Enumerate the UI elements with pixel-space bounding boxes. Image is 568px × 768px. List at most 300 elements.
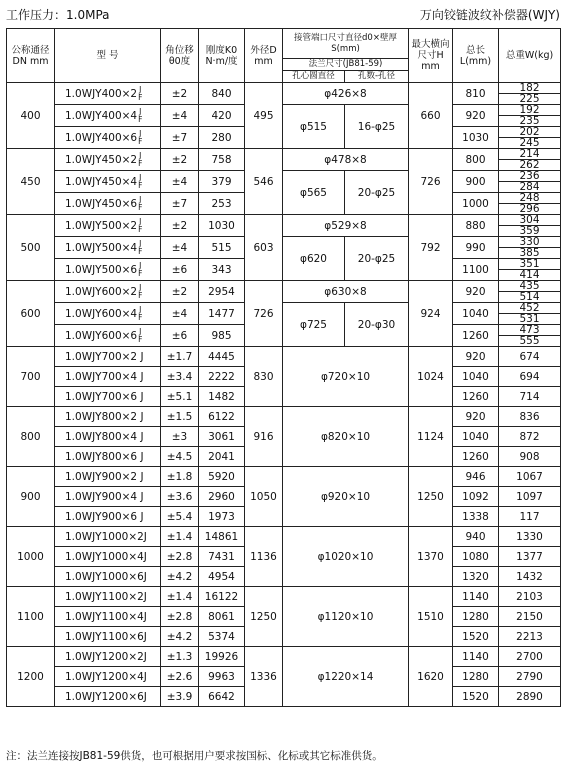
angle-cell: ±2.6 [161, 667, 199, 687]
length-cell: 1000 [453, 193, 499, 215]
pipe-size-cell: φ426×8 [283, 83, 409, 105]
weight-value-alt: 296 [519, 203, 540, 215]
dn-cell: 700 [7, 347, 55, 407]
model-cell [55, 387, 161, 407]
length-cell: 1260 [453, 447, 499, 467]
table-row [7, 171, 561, 193]
weight-cell [499, 687, 561, 707]
stiffness-cell: 985 [199, 325, 245, 347]
angle-cell: ±2.8 [161, 547, 199, 567]
model-cell [55, 647, 161, 667]
outer-diameter-cell: 1250 [245, 587, 283, 647]
stiffness-cell: 343 [199, 259, 245, 281]
weight-cell [499, 467, 561, 487]
col-hole-circle: 孔心圆直径 [283, 71, 345, 83]
angle-cell: ±6 [161, 325, 199, 347]
model-cell [55, 667, 161, 687]
col-max-lateral: 最大横向尺寸H mm [409, 29, 453, 83]
joint-type-fraction: J F [138, 128, 143, 146]
max-lateral-cell: 660 [409, 83, 453, 149]
outer-diameter-cell: 1336 [245, 647, 283, 707]
weight-cell [499, 171, 561, 193]
model-text: 1.0WJY400×6 [65, 131, 138, 144]
flange-hole-cell: φ515 [283, 105, 345, 149]
angle-cell: ±7 [161, 193, 199, 215]
joint-type-fraction: J F [138, 216, 143, 234]
angle-cell: ±1.4 [161, 527, 199, 547]
weight-value: 1330 [516, 530, 543, 543]
length-cell: 1092 [453, 487, 499, 507]
model-cell [55, 171, 161, 193]
weight-value: 2150 [516, 610, 543, 623]
weight-cell [499, 193, 561, 215]
pipe-size-cell: φ1220×14 [283, 647, 409, 707]
max-lateral-cell: 1620 [409, 647, 453, 707]
max-lateral-cell: 1370 [409, 527, 453, 587]
col-outer-diameter: 外径D mm [245, 29, 283, 83]
angle-cell: ±4 [161, 303, 199, 325]
pipe-size-cell: φ1020×10 [283, 527, 409, 587]
weight-value: 694 [519, 370, 540, 383]
table-row [7, 83, 561, 105]
spec-table [6, 28, 561, 707]
weight-value: 452 [499, 303, 560, 314]
col-model: 型 号 [55, 29, 161, 83]
model-cell [55, 347, 161, 367]
weight-value: 2700 [516, 650, 543, 663]
max-lateral-cell: 726 [409, 149, 453, 215]
length-cell: 1140 [453, 647, 499, 667]
weight-cell [499, 447, 561, 467]
flange-hole-cell: φ725 [283, 303, 345, 347]
table-row [7, 215, 561, 237]
outer-diameter-cell: 603 [245, 215, 283, 281]
weight-value: 182 [499, 83, 560, 94]
joint-type-fraction: J F [138, 194, 143, 212]
weight-value: 236 [499, 171, 560, 182]
model-cell [55, 507, 161, 527]
stiffness-cell: 16122 [199, 587, 245, 607]
length-cell: 1260 [453, 387, 499, 407]
pipe-size-cell: φ820×10 [283, 407, 409, 467]
length-cell: 1030 [453, 127, 499, 149]
max-lateral-cell: 1510 [409, 587, 453, 647]
pressure-label: 工作压力：1.0MPa [6, 8, 110, 22]
weight-value: 2103 [516, 590, 543, 603]
weight-value: 2213 [516, 630, 543, 643]
weight-cell [499, 259, 561, 281]
angle-cell: ±4.2 [161, 567, 199, 587]
stiffness-cell: 2041 [199, 447, 245, 467]
length-cell: 1280 [453, 607, 499, 627]
angle-cell: ±4 [161, 237, 199, 259]
outer-diameter-cell: 830 [245, 347, 283, 407]
table-row [7, 281, 561, 303]
dn-cell: 1100 [7, 587, 55, 647]
flange-hole-cell: φ620 [283, 237, 345, 281]
model-text: 1.0WJY1100×2J [65, 590, 147, 603]
length-cell: 1320 [453, 567, 499, 587]
model-text: 1.0WJY800×2 J [65, 410, 144, 423]
stiffness-cell: 840 [199, 83, 245, 105]
length-cell: 1260 [453, 325, 499, 347]
dn-cell: 800 [7, 407, 55, 467]
model-text: 1.0WJY1200×4J [65, 670, 147, 683]
model-text: 1.0WJY450×6 [65, 197, 138, 210]
model-text: 1.0WJY500×2 [65, 219, 138, 232]
weight-cell [499, 567, 561, 587]
model-cell [55, 127, 161, 149]
model-cell [55, 587, 161, 607]
angle-cell: ±3.6 [161, 487, 199, 507]
weight-cell [499, 127, 561, 149]
footnote: 注：法兰连接按JB81-59供货，也可根据用户要求按国标、化标或其它标准供货。 [6, 750, 383, 762]
weight-value: 435 [499, 281, 560, 292]
model-text: 1.0WJY600×4 [65, 307, 138, 320]
model-cell [55, 467, 161, 487]
model-cell [55, 193, 161, 215]
outer-diameter-cell: 916 [245, 407, 283, 467]
length-cell: 1520 [453, 627, 499, 647]
table-row [7, 587, 561, 607]
pipe-size-cell: φ478×8 [283, 149, 409, 171]
flange-hole-cell: φ565 [283, 171, 345, 215]
joint-type-fraction: J F [138, 304, 143, 322]
joint-type-fraction: J F [138, 172, 143, 190]
weight-value: 1377 [516, 550, 543, 563]
model-text: 1.0WJY500×4 [65, 241, 138, 254]
length-cell: 1040 [453, 427, 499, 447]
model-text: 1.0WJY450×4 [65, 175, 138, 188]
max-lateral-cell: 1124 [409, 407, 453, 467]
length-cell: 946 [453, 467, 499, 487]
joint-type-fraction: J F [138, 84, 143, 102]
model-text: 1.0WJY1200×6J [65, 690, 147, 703]
model-text: 1.0WJY900×4 J [65, 490, 144, 503]
outer-diameter-cell: 1050 [245, 467, 283, 527]
angle-cell: ±2 [161, 281, 199, 303]
angle-cell: ±1.3 [161, 647, 199, 667]
joint-type-fraction: J F [138, 238, 143, 256]
length-cell: 800 [453, 149, 499, 171]
model-text: 1.0WJY1100×6J [65, 630, 147, 643]
model-cell [55, 687, 161, 707]
model-cell [55, 281, 161, 303]
table-row [7, 527, 561, 547]
stiffness-cell: 7431 [199, 547, 245, 567]
stiffness-cell: 6122 [199, 407, 245, 427]
weight-value-alt: 262 [519, 159, 540, 171]
stiffness-cell: 9963 [199, 667, 245, 687]
length-cell: 920 [453, 105, 499, 127]
table-row [7, 105, 561, 127]
weight-value: 872 [519, 430, 540, 443]
table-row [7, 303, 561, 325]
model-cell [55, 259, 161, 281]
model-cell [55, 325, 161, 347]
length-cell: 1040 [453, 303, 499, 325]
angle-cell: ±1.7 [161, 347, 199, 367]
model-cell [55, 407, 161, 427]
stiffness-cell: 4954 [199, 567, 245, 587]
length-cell: 920 [453, 281, 499, 303]
weight-value: 214 [499, 149, 560, 160]
pipe-size-cell: φ1120×10 [283, 587, 409, 647]
flange-bolt-cell: 20-φ25 [345, 237, 409, 281]
model-text: 1.0WJY1200×2J [65, 650, 147, 663]
model-text: 1.0WJY1000×6J [65, 570, 147, 583]
pipe-size-cell: φ529×8 [283, 215, 409, 237]
stiffness-cell: 1477 [199, 303, 245, 325]
weight-cell [499, 547, 561, 567]
table-row [7, 647, 561, 667]
col-weight: 总重W(kg) [499, 29, 561, 83]
model-cell [55, 627, 161, 647]
weight-cell [499, 487, 561, 507]
weight-value-alt: 225 [519, 93, 540, 105]
model-cell [55, 447, 161, 467]
angle-cell: ±6 [161, 259, 199, 281]
stiffness-cell: 1973 [199, 507, 245, 527]
outer-diameter-cell: 495 [245, 83, 283, 149]
length-cell: 920 [453, 347, 499, 367]
model-text: 1.0WJY600×6 [65, 329, 138, 342]
max-lateral-cell: 924 [409, 281, 453, 347]
pipe-size-cell: φ630×8 [283, 281, 409, 303]
stiffness-cell: 19926 [199, 647, 245, 667]
weight-cell [499, 281, 561, 303]
stiffness-cell: 2954 [199, 281, 245, 303]
stiffness-cell: 2960 [199, 487, 245, 507]
pipe-size-cell: φ720×10 [283, 347, 409, 407]
weight-value-alt: 555 [519, 335, 540, 347]
col-angle: 角位移θ0度 [161, 29, 199, 83]
weight-cell [499, 367, 561, 387]
stiffness-cell: 1482 [199, 387, 245, 407]
angle-cell: ±5.1 [161, 387, 199, 407]
model-text: 1.0WJY800×4 J [65, 430, 144, 443]
weight-value: 304 [499, 215, 560, 226]
weight-cell [499, 149, 561, 171]
flange-bolt-cell: 20-φ30 [345, 303, 409, 347]
length-cell: 920 [453, 407, 499, 427]
dn-cell: 1000 [7, 527, 55, 587]
max-lateral-cell: 1024 [409, 347, 453, 407]
stiffness-cell: 1030 [199, 215, 245, 237]
model-cell [55, 303, 161, 325]
weight-cell [499, 507, 561, 527]
weight-cell [499, 627, 561, 647]
angle-cell: ±3.9 [161, 687, 199, 707]
weight-cell [499, 647, 561, 667]
model-cell [55, 215, 161, 237]
angle-cell: ±4.2 [161, 627, 199, 647]
angle-cell: ±1.5 [161, 407, 199, 427]
weight-value: 2890 [516, 690, 543, 703]
table-row [7, 467, 561, 487]
length-cell: 940 [453, 527, 499, 547]
length-cell: 1520 [453, 687, 499, 707]
weight-value: 1097 [516, 490, 543, 503]
angle-cell: ±2 [161, 215, 199, 237]
angle-cell: ±1.8 [161, 467, 199, 487]
length-cell: 1100 [453, 259, 499, 281]
angle-cell: ±4 [161, 105, 199, 127]
weight-value: 202 [499, 127, 560, 138]
dn-cell: 900 [7, 467, 55, 527]
model-cell [55, 237, 161, 259]
model-text: 1.0WJY700×2 J [65, 350, 144, 363]
joint-type-fraction: J F [138, 150, 143, 168]
weight-value: 836 [519, 410, 540, 423]
model-text: 1.0WJY1100×4J [65, 610, 147, 623]
length-cell: 810 [453, 83, 499, 105]
flange-bolt-cell: 20-φ25 [345, 171, 409, 215]
table-row [7, 237, 561, 259]
weight-value-alt: 514 [519, 291, 540, 303]
weight-value-alt: 284 [519, 181, 540, 193]
length-cell: 1040 [453, 367, 499, 387]
weight-cell [499, 303, 561, 325]
dn-cell: 600 [7, 281, 55, 347]
model-cell [55, 487, 161, 507]
stiffness-cell: 5920 [199, 467, 245, 487]
stiffness-cell: 515 [199, 237, 245, 259]
model-text: 1.0WJY600×2 [65, 285, 138, 298]
angle-cell: ±4 [161, 171, 199, 193]
model-cell [55, 607, 161, 627]
model-cell [55, 427, 161, 447]
pipe-size-cell: φ920×10 [283, 467, 409, 527]
joint-type-fraction: J F [138, 326, 143, 344]
weight-cell [499, 427, 561, 447]
model-cell [55, 547, 161, 567]
weight-value: 1067 [516, 470, 543, 483]
col-bolt-holes: 孔数-孔径 [345, 71, 409, 83]
weight-value-alt: 414 [519, 269, 540, 281]
model-cell [55, 105, 161, 127]
dn-cell: 450 [7, 149, 55, 215]
weight-value: 674 [519, 350, 540, 363]
stiffness-cell: 758 [199, 149, 245, 171]
outer-diameter-cell: 546 [245, 149, 283, 215]
weight-cell [499, 83, 561, 105]
stiffness-cell: 5374 [199, 627, 245, 647]
angle-cell: ±2.8 [161, 607, 199, 627]
stiffness-cell: 14861 [199, 527, 245, 547]
dn-cell: 500 [7, 215, 55, 281]
col-length: 总长L(mm) [453, 29, 499, 83]
stiffness-cell: 8061 [199, 607, 245, 627]
weight-value-alt: 385 [519, 247, 540, 259]
max-lateral-cell: 1250 [409, 467, 453, 527]
col-pipe-end: 接管端口尺寸直径d0×壁厚S(mm) [283, 29, 409, 59]
stiffness-cell: 3061 [199, 427, 245, 447]
joint-type-fraction: J F [138, 260, 143, 278]
model-text: 1.0WJY1000×4J [65, 550, 147, 563]
length-cell: 900 [453, 171, 499, 193]
model-text: 1.0WJY900×6 J [65, 510, 144, 523]
weight-value-alt: 359 [519, 225, 540, 237]
model-text: 1.0WJY1000×2J [65, 530, 147, 543]
length-cell: 1140 [453, 587, 499, 607]
model-text: 1.0WJY800×6 J [65, 450, 144, 463]
weight-cell [499, 407, 561, 427]
length-cell: 1080 [453, 547, 499, 567]
model-cell [55, 567, 161, 587]
model-text: 1.0WJY500×6 [65, 263, 138, 276]
model-cell [55, 149, 161, 171]
outer-diameter-cell: 1136 [245, 527, 283, 587]
angle-cell: ±3 [161, 427, 199, 447]
model-text: 1.0WJY400×4 [65, 109, 138, 122]
weight-value: 351 [499, 259, 560, 270]
weight-cell [499, 347, 561, 367]
dn-cell: 400 [7, 83, 55, 149]
dn-cell: 1200 [7, 647, 55, 707]
model-cell [55, 83, 161, 105]
model-text: 1.0WJY400×2 [65, 87, 138, 100]
stiffness-cell: 6642 [199, 687, 245, 707]
max-lateral-cell: 792 [409, 215, 453, 281]
stiffness-cell: 420 [199, 105, 245, 127]
angle-cell: ±2 [161, 149, 199, 171]
weight-value: 248 [499, 193, 560, 204]
angle-cell: ±1.4 [161, 587, 199, 607]
length-cell: 990 [453, 237, 499, 259]
flange-bolt-cell: 16-φ25 [345, 105, 409, 149]
weight-value: 2790 [516, 670, 543, 683]
length-cell: 880 [453, 215, 499, 237]
weight-value: 117 [519, 510, 540, 523]
joint-type-fraction: J F [138, 106, 143, 124]
weight-cell [499, 587, 561, 607]
col-flange: 法兰尺寸(JB81-59) [283, 59, 409, 71]
weight-value: 1432 [516, 570, 543, 583]
weight-value: 192 [499, 105, 560, 116]
stiffness-cell: 2222 [199, 367, 245, 387]
stiffness-cell: 253 [199, 193, 245, 215]
weight-value-alt: 245 [519, 137, 540, 149]
angle-cell: ±2 [161, 83, 199, 105]
angle-cell: ±5.4 [161, 507, 199, 527]
weight-value: 330 [499, 237, 560, 248]
weight-cell [499, 215, 561, 237]
outer-diameter-cell: 726 [245, 281, 283, 347]
angle-cell: ±7 [161, 127, 199, 149]
weight-cell [499, 387, 561, 407]
angle-cell: ±4.5 [161, 447, 199, 467]
weight-cell [499, 667, 561, 687]
weight-value-alt: 531 [519, 313, 540, 325]
weight-cell [499, 527, 561, 547]
model-text: 1.0WJY700×4 J [65, 370, 144, 383]
weight-cell [499, 325, 561, 347]
weight-value: 473 [499, 325, 560, 336]
weight-value: 714 [519, 390, 540, 403]
model-text: 1.0WJY700×6 J [65, 390, 144, 403]
weight-value-alt: 235 [519, 115, 540, 127]
model-text: 1.0WJY450×2 [65, 153, 138, 166]
model-cell [55, 367, 161, 387]
weight-cell [499, 237, 561, 259]
model-text: 1.0WJY900×2 J [65, 470, 144, 483]
weight-cell [499, 607, 561, 627]
length-cell: 1280 [453, 667, 499, 687]
col-dn: 公称通径DN mm [7, 29, 55, 83]
stiffness-cell: 280 [199, 127, 245, 149]
angle-cell: ±3.4 [161, 367, 199, 387]
